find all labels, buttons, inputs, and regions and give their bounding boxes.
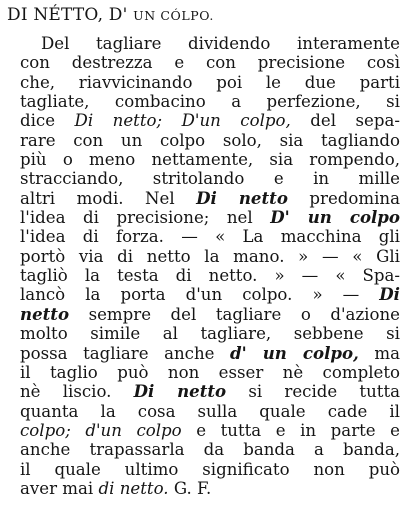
text-run: quanta la cosa sulla quale cade il [20, 401, 400, 421]
text-line [20, 34, 400, 53]
text-line [20, 421, 400, 440]
text-line [20, 53, 400, 72]
emphasized-text: Di netto [133, 381, 227, 402]
text-run: e tutta e in parte e [181, 420, 400, 440]
text-run: dice [20, 111, 75, 131]
emphasized-text: Di netto [196, 187, 288, 208]
text-line [20, 324, 400, 343]
text-line [20, 305, 400, 324]
text-line [20, 131, 400, 150]
text-run: predomina [287, 188, 400, 208]
entry-body [20, 34, 400, 498]
entry-heading-small-caps: UN CÓLPO. [133, 8, 214, 23]
text-run: l'idea di precisione; nel [20, 208, 271, 228]
text-run: si recide tutta [226, 382, 401, 402]
text-run: l'idea di forza. — « La macchina gli [20, 227, 400, 247]
text-line [20, 73, 400, 92]
emphasized-text: netto [20, 303, 70, 324]
text-run: tagliò la testa di netto. » — « Spa- [20, 266, 400, 286]
text-run: con destrezza e con precisione così [20, 53, 400, 73]
text-line [20, 150, 400, 169]
entry-heading-main: DI NÉTTO, D' [7, 5, 128, 25]
text-run: rare con un colpo solo, sia tagliando [20, 130, 400, 150]
text-run: lancò la porta d'un colpo. » — [20, 285, 380, 305]
text-line [20, 285, 400, 304]
entry-heading [7, 4, 214, 27]
text-line [20, 344, 400, 363]
text-line [20, 247, 400, 266]
emphasized-text: Di netto; D'un colpo, [74, 111, 291, 131]
emphasized-text: D' un colpo [270, 207, 400, 228]
emphasized-text: d' un colpo, [230, 342, 359, 363]
emphasized-text: di netto. [98, 478, 169, 498]
text-run: più o meno nettamente, sia rompendo, [20, 150, 400, 170]
text-run: tagliate, combacino a perfezione, si [20, 92, 400, 112]
text-line [20, 440, 400, 459]
text-line [20, 92, 400, 111]
text-run: molto simile al tagliare, sebbene si [20, 324, 400, 344]
text-line [20, 266, 400, 285]
text-run: del sepa- [290, 111, 400, 131]
emphasized-text: Di [379, 284, 400, 305]
text-run: il quale ultimo significato non può [20, 459, 400, 479]
text-line [20, 208, 400, 227]
text-line [20, 363, 400, 382]
text-line [20, 402, 400, 421]
text-line [20, 189, 400, 208]
text-run: possa tagliare anche [20, 343, 230, 363]
text-line [20, 111, 400, 130]
text-line [20, 460, 400, 479]
text-run: stracciando, stritolando e in mille [20, 169, 400, 189]
text-run: nè liscio. [20, 382, 134, 402]
text-run: il taglio può non esser nè completo [20, 362, 400, 382]
text-line [20, 169, 400, 188]
text-run: G. F. [168, 478, 212, 498]
text-run: altri modi. Nel [20, 188, 197, 208]
text-run: sempre del tagliare o d'azione [69, 304, 400, 324]
text-run: anche trapassarla da banda a banda, [20, 440, 400, 460]
emphasized-text: colpo; d'un colpo [20, 420, 182, 440]
text-run: portò via di netto la mano. » — « Gli [20, 246, 400, 266]
text-run: Del tagliare dividendo interamente [41, 34, 400, 53]
text-run: ma [358, 343, 400, 363]
text-run: che, riavvicinando poi le due parti [20, 72, 400, 92]
text-line [20, 479, 400, 498]
text-line [20, 382, 400, 401]
text-line [20, 227, 400, 246]
text-run: aver mai [20, 478, 99, 498]
